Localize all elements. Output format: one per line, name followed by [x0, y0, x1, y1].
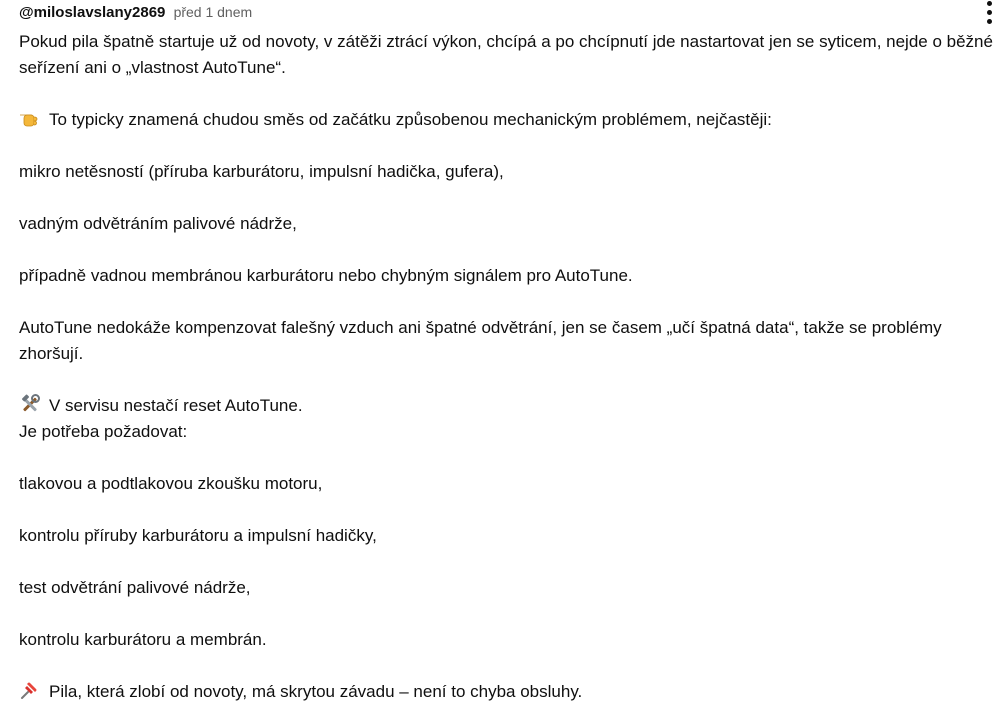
more-vertical-icon: [987, 1, 992, 6]
comment-paragraph-text: V servisu nestačí reset AutoTune.: [49, 396, 303, 415]
comment-header: [19, 0, 994, 24]
comment-paragraph-text: Pila, která zlobí od novoty, má skrytou závadu – není to chyba obsluhy.: [49, 682, 583, 701]
comment-paragraph: AutoTune nedokáže kompenzovat falešný vzduch ani špatné odvětrání, jen se časem „učí špatná data“, takže se problémy zhoršují.: [19, 318, 942, 363]
comment-paragraph: kontrolu příruby karburátoru a impulsní hadičky,: [19, 526, 377, 545]
comment-paragraph: Je potřeba požadovat:: [19, 422, 188, 441]
comment-author[interactable]: @miloslavslany2869: [19, 4, 166, 21]
comment-paragraph: [19, 679, 994, 705]
comment-paragraph: tlakovou a podtlakovou zkoušku motoru,: [19, 474, 323, 493]
comment-paragraph: test odvětrání palivové nádrže,: [19, 578, 251, 597]
comment-paragraph-text: To typicky znamená chudou směs od začátku způsobenou mechanickým problémem, nejčastěji:: [49, 110, 772, 129]
comment-timestamp[interactable]: před 1 dnem: [173, 4, 253, 20]
comment: [19, 0, 994, 705]
comment-paragraph: kontrolu karburátoru a membrán.: [19, 630, 267, 649]
pushpin-icon: [19, 680, 41, 700]
comment-paragraph: mikro netěsností (příruba karburátoru, impulsní hadička, gufera),: [19, 162, 504, 181]
tools-icon: [19, 394, 41, 414]
pointing-hand-icon: [19, 108, 41, 128]
comment-menu-button[interactable]: [975, 0, 1003, 24]
comment-body: [19, 29, 994, 705]
comment-paragraph: Pokud pila špatně startuje už od novoty, v zátěži ztrácí výkon, chcípá a po chcípnutí jde nastartovat jen se syticem, nejde o běžné seřízení ani o „vlastnost AutoTune“.: [19, 32, 993, 77]
comment-paragraph: [19, 107, 994, 133]
comment-paragraph: vadným odvětráním palivové nádrže,: [19, 214, 297, 233]
comment-paragraph: případně vadnou membránou karburátoru nebo chybným signálem pro AutoTune.: [19, 266, 633, 285]
comment-paragraph: [19, 393, 994, 419]
